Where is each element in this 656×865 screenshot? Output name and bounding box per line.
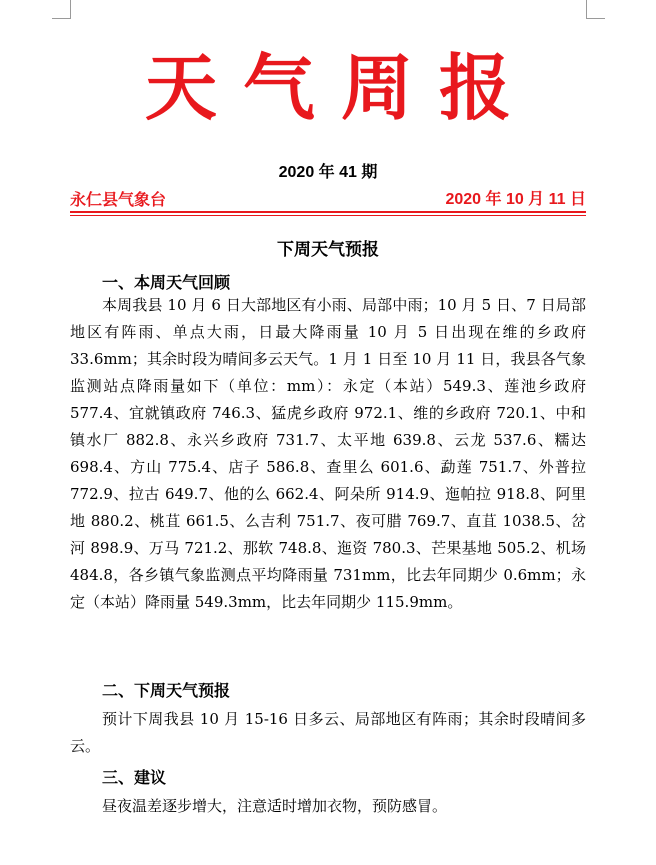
organization-name: 永仁县气象台 — [70, 190, 167, 209]
crop-mark-top-left — [52, 0, 71, 19]
crop-mark-top-right — [586, 0, 605, 19]
section-heading-forecast: 二、下周天气预报 — [102, 681, 231, 700]
issue-date: 2020 年 10 月 11 日 — [445, 191, 586, 208]
section-text-review: 本周我县 10 月 6 日大部地区有小雨、局部中雨；10 月 5 日、7 日局部地区有阵雨、单点大雨，日最大降雨量 10 月 5 日出现在维的乡政府 33.6mm；其余时段为晴间多云天气。1 月 1 日至 10 月 11 日，我县各气象监测站点降雨量如下（单位：mm）：永定（本站）549.3、莲池乡政府 577.4、宜就镇政府 746.3、猛虎乡政府 972.1、维的乡政府 720.1、中和镇水厂 882.8、永兴乡政府 731.7、太平地 639.8、云龙 537.6、糯达 698.4、方山 775.4、店子 586.8、查里么 601.6、勐莲 751.7、外普拉 772.9、拉古 649.7、他的么 662.4、阿朵所 914.9、迤帕拉 918.8、阿里地 880.2、桃苴 661.5、么吉利 751.7、夜可腊 769.7、直苴 1038.5、岔河 898.9、万马 721.2、那软 748.8、迤资 780.3、芒果基地 505.2、机场 484.8，各乡镇气象监测点平均降雨量 731mm，比去年同期少 0.6mm；永定（本站）降雨量 549.3mm，比去年同期少 115.9mm。 — [70, 296, 586, 611]
document-title: 下周天气预报 — [277, 240, 379, 260]
header-rule-thick — [70, 211, 586, 213]
section-text-forecast: 预计下周我县 10 月 15-16 日多云、局部地区有阵雨；其余时段晴间多云。 — [70, 710, 586, 755]
header-rule-thin — [70, 215, 586, 216]
section-heading-review: 一、本周天气回顾 — [102, 273, 231, 292]
section-heading-advice: 三、建议 — [102, 768, 167, 787]
masthead-title: 天气周报 — [144, 45, 537, 130]
header-line — [70, 188, 586, 212]
issue-number: 2020 年 41 期 — [278, 164, 378, 181]
section-text-advice: 昼夜温差逐步增大，注意适时增加衣物，预防感冒。 — [102, 797, 448, 815]
